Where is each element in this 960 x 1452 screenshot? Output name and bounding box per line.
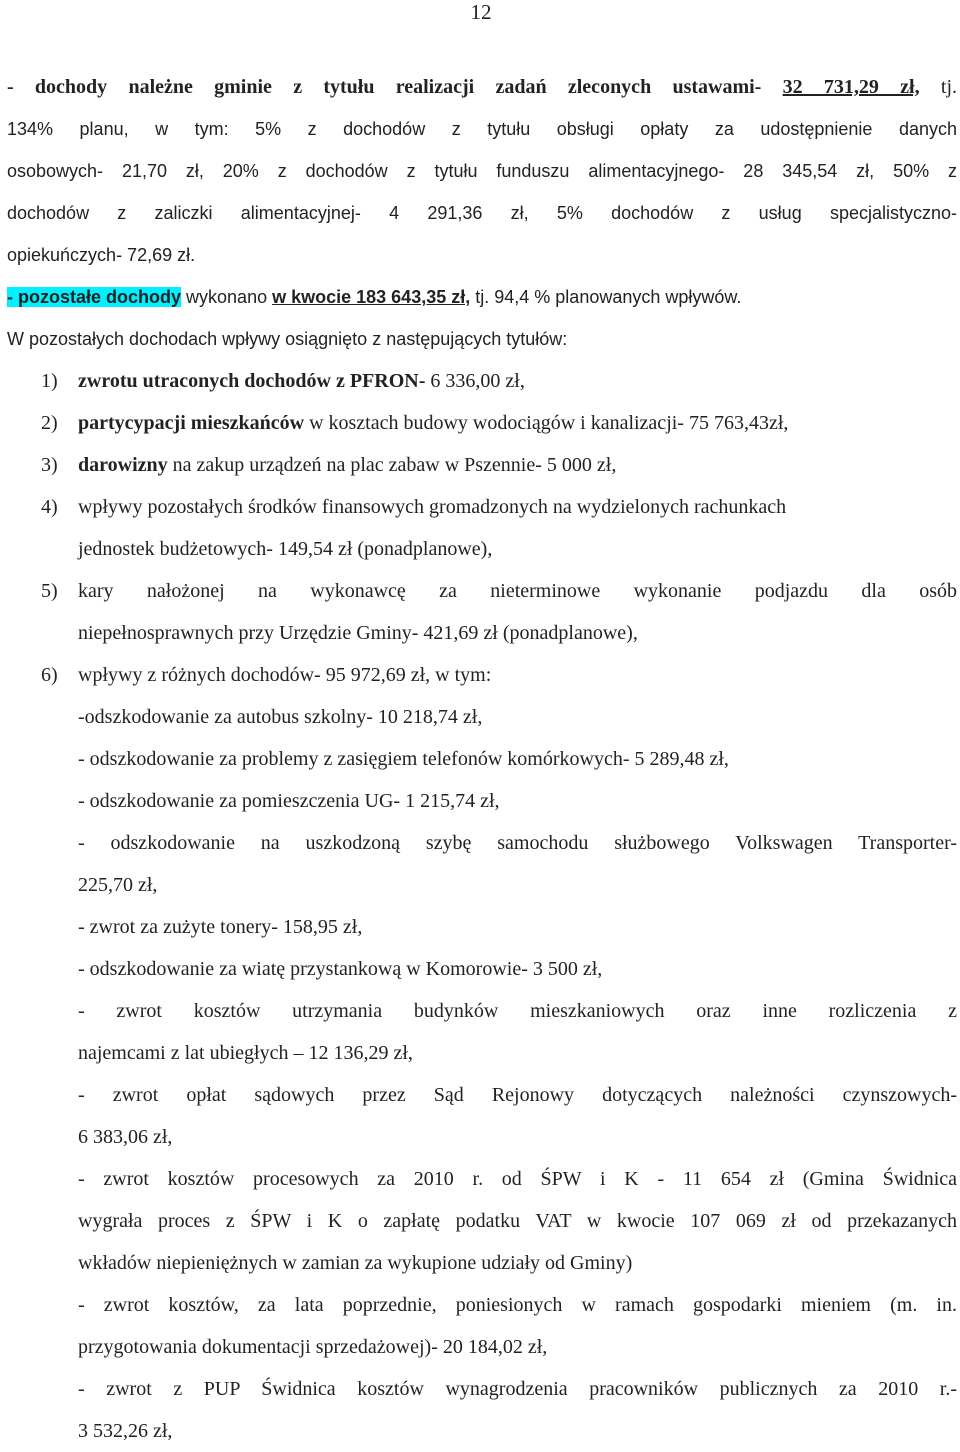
others-lead: W pozostałych dochodach wpływy osiągnięto z następujących tytułów: bbox=[7, 329, 568, 349]
item-text: 6 336,00 zł, bbox=[430, 370, 525, 392]
sub-item: - zwrot z PUP Świdnica kosztów wynagrodzenia pracowników publicznych za 2010 r.- bbox=[78, 1378, 957, 1400]
sub-item: - zwrot kosztów, za lata poprzednie, poniesionych w ramach gospodarki mieniem (m. in. bbox=[78, 1294, 957, 1316]
sub-item: wygrała proces z ŚPW i K o zapłatę podatku VAT w kwocie 107 069 zł od przekazanych bbox=[78, 1210, 957, 1232]
intro-line-3: osobowych- 21,70 zł, 20% z dochodów z tytułu funduszu alimentacyjnego- 28 345,54 zł, 50% z bbox=[7, 161, 957, 181]
item-number: 2) bbox=[41, 412, 58, 434]
list-item bbox=[7, 654, 957, 696]
intro-line-2: 134% planu, w tym: 5% z dochodów z tytułu obsługi opłaty za udostępnienie danych bbox=[7, 119, 957, 139]
sub-item: -odszkodowanie za autobus szkolny- 10 218,74 zł, bbox=[78, 706, 483, 728]
intro-amount: 32 731,29 zł, bbox=[782, 76, 920, 98]
intro-heading: - dochody należne gminie z tytułu realizacji zadań zleconych ustawami- bbox=[7, 76, 762, 98]
others-label: - pozostałe dochody bbox=[7, 287, 182, 307]
sub-item: - zwrot za zużyte tonery- 158,95 zł, bbox=[78, 916, 363, 938]
document-body bbox=[7, 66, 957, 1452]
sub-item: 3 532,26 zł, bbox=[78, 1420, 173, 1442]
item-bold: partycypacji mieszkańców bbox=[78, 412, 305, 434]
list-item bbox=[7, 360, 957, 402]
intro-tj: tj. bbox=[940, 76, 958, 98]
intro-line-1 bbox=[7, 66, 957, 108]
intro-line-5: opiekuńczych- 72,69 zł. bbox=[7, 245, 196, 265]
page-number: 12 bbox=[470, 0, 492, 24]
intro-line-4: dochodów z zaliczki alimentacyjnej- 4 291,36 zł, 5% dochodów z usług specjalistyczno- bbox=[7, 203, 957, 223]
list-item bbox=[7, 570, 957, 612]
others-line bbox=[7, 276, 957, 318]
item-text: w kosztach budowy wodociągów i kanalizacji- 75 763,43zł, bbox=[309, 412, 789, 434]
sub-item: - odszkodowanie za pomieszczenia UG- 1 215,74 zł, bbox=[78, 790, 500, 812]
sub-item: wkładów niepieniężnych w zamian za wykupione udziały od Gminy) bbox=[78, 1252, 633, 1274]
item-number: 6) bbox=[41, 664, 58, 686]
sub-item: - zwrot opłat sądowych przez Sąd Rejonowy dotyczących należności czynszowych- bbox=[78, 1084, 957, 1106]
sub-item: 6 383,06 zł, bbox=[78, 1126, 173, 1148]
item-number: 5) bbox=[41, 580, 58, 602]
sub-item: - zwrot kosztów procesowych za 2010 r. od ŚPW i K - 11 654 zł (Gmina Świdnica bbox=[78, 1168, 957, 1190]
item-number: 4) bbox=[41, 496, 58, 518]
sub-item: - odszkodowanie za wiatę przystankową w Komorowie- 3 500 zł, bbox=[78, 958, 603, 980]
sub-item: najemcami z lat ubiegłych – 12 136,29 zł, bbox=[78, 1042, 413, 1064]
item-continuation: niepełnosprawnych przy Urzędzie Gminy- 421,69 zł (ponadplanowe), bbox=[78, 622, 638, 644]
item-number: 1) bbox=[41, 370, 58, 392]
sub-item: przygotowania dokumentacji sprzedażowej)- 20 184,02 zł, bbox=[78, 1336, 548, 1358]
item-text: na zakup urządzeń na plac zabaw w Pszennie- 5 000 zł, bbox=[172, 454, 617, 476]
item-text: wpływy pozostałych środków finansowych gromadzonych na wydzielonych rachunkach bbox=[78, 496, 787, 518]
sub-item: 225,70 zł, bbox=[78, 874, 158, 896]
sub-item: - zwrot kosztów utrzymania budynków mieszkaniowych oraz inne rozliczenia z bbox=[78, 1000, 957, 1022]
item-text: kary nałożonej na wykonawcę za nieterminowe wykonanie podjazdu dla osób bbox=[78, 580, 957, 602]
list-item bbox=[7, 444, 957, 486]
item-text: wpływy z różnych dochodów- 95 972,69 zł, w tym: bbox=[78, 664, 492, 686]
item-continuation: jednostek budżetowych- 149,54 zł (ponadplanowe), bbox=[78, 538, 493, 560]
item-bold: darowizny bbox=[78, 454, 168, 476]
item-bold: zwrotu utraconych dochodów z PFRON- bbox=[78, 370, 426, 392]
sub-item: - odszkodowanie na uszkodzoną szybę samochodu służbowego Volkswagen Transporter- bbox=[78, 832, 957, 854]
sub-item: - odszkodowanie za problemy z zasięgiem telefonów komórkowych- 5 289,48 zł, bbox=[78, 748, 729, 770]
others-text-a: wykonano bbox=[186, 287, 268, 307]
others-text-b: tj. 94,4 % planowanych wpływów. bbox=[475, 287, 742, 307]
list-item bbox=[7, 402, 957, 444]
list-item bbox=[7, 486, 957, 528]
others-amount: w kwocie 183 643,35 zł, bbox=[272, 287, 471, 307]
item-number: 3) bbox=[41, 454, 58, 476]
